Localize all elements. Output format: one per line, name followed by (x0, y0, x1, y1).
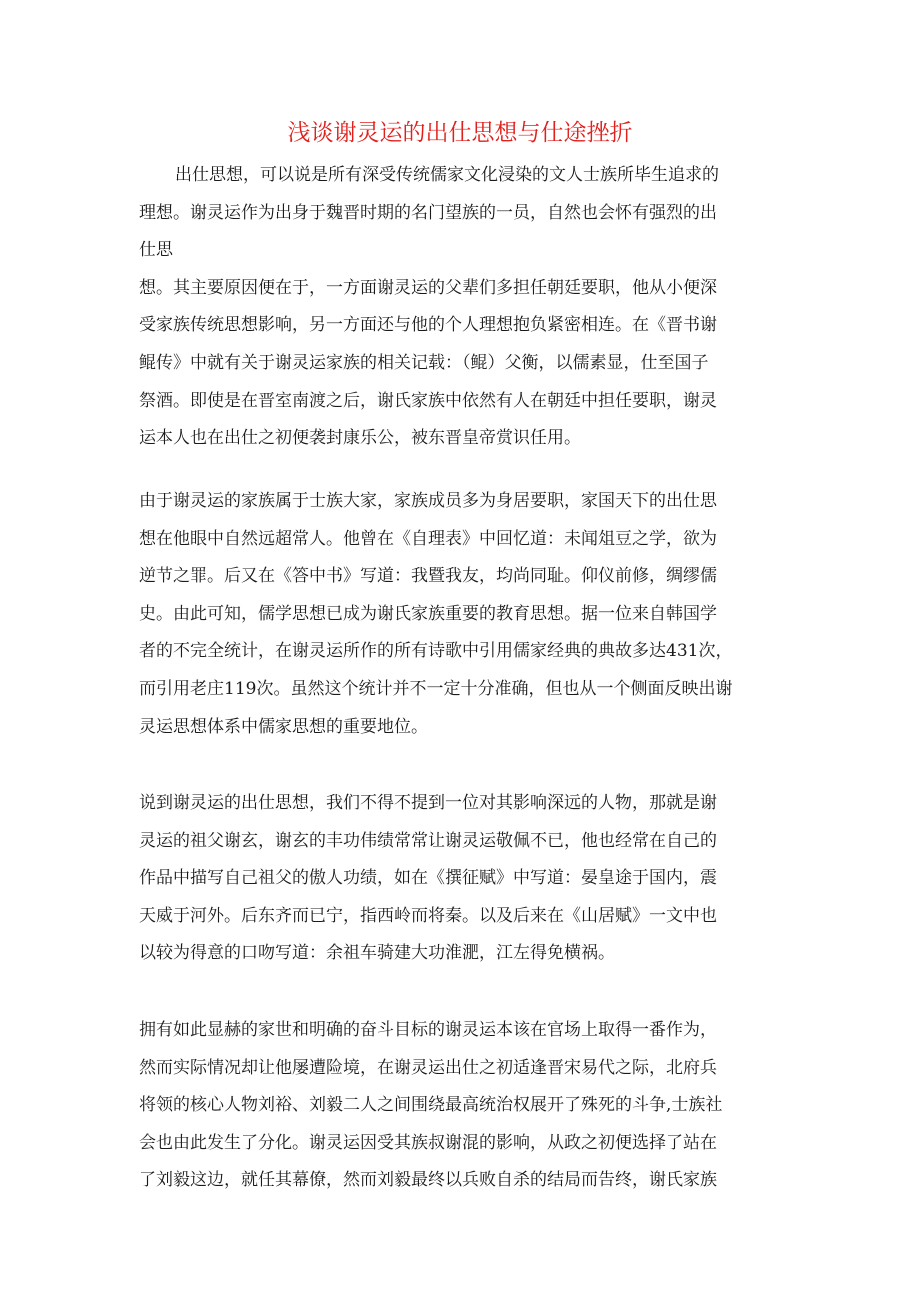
paragraph-1 (139, 157, 784, 458)
paragraph-line: 然而实际情况却让他屡遭险境，在谢灵运出仕之初适逢晋宋易代之际，北府兵 (139, 1057, 717, 1078)
paragraph-line: 出仕思想，可以说是所有深受传统儒家文化浸染的文人士族所毕生追求的 (175, 165, 719, 185)
paragraph-line: 逆节之罪。后又在《答中书》写道：我暨我友，均尚同耻。仰仪前修，绸缪儒 (139, 566, 717, 587)
paragraph-line: 理想。谢灵运作为出身于魏晋时期的名门望族的一员，自然也会怀有强烈的出 (139, 202, 717, 223)
paragraph-4 (139, 1012, 784, 1200)
paragraph-line: 者的不完全统计，在谢灵运所作的所有诗歌中引用儒家经典的典故多达431次， (139, 641, 733, 662)
paragraph-2 (139, 483, 784, 746)
paragraph-line: 由于谢灵运的家族属于士族大家，家族成员多为身居要职，家国天下的出仕思 (139, 491, 717, 511)
paragraph-line: 想在他眼中自然远超常人。他曾在《自理表》中回忆道：未闻俎豆之学，欲为 (139, 528, 717, 549)
paragraph-line: 作品中描写自己祖父的傲人功绩，如在《撰征赋》中写道：晏皇途于国内，震 (139, 868, 717, 889)
paragraph-line: 鲲传》中就有关于谢灵运家族的相关记载：（鲲）父衡，以儒素显，仕至国子 (139, 352, 709, 373)
paragraph-line: 祭酒。即使是在晋室南渡之后，谢氏家族中依然有人在朝廷中担任要职，谢灵 (139, 390, 717, 411)
paragraph-line: 运本人也在出仕之初便袭封康乐公，被东晋皇帝赏识任用。 (139, 428, 581, 449)
paragraph-line: 将领的核心人物刘裕、刘毅二人之间围绕最高统治权展开了殊死的斗争,士族社 (139, 1095, 723, 1116)
paragraph-line: 以较为得意的口吻写道：余祖车骑建大功淮淝，江左得免横祸。 (139, 943, 615, 964)
paragraph-line: 受家族传统思想影响，另一方面还与他的个人理想抱负紧密相连。在《晋书谢 (139, 315, 717, 336)
paragraph-line: 灵运的祖父谢玄，谢玄的丰功伟绩常常让谢灵运敬佩不已，他也经常在自己的 (139, 830, 717, 851)
paragraph-line: 仕思 (139, 240, 173, 261)
paragraph-3 (139, 785, 784, 973)
paragraph-line: 会也由此发生了分化。谢灵运因受其族叔谢混的影响，从政之初便选择了站在 (139, 1132, 717, 1153)
paragraph-line: 想。其主要原因便在于，一方面谢灵运的父辈们多担任朝廷要职，他从小便深 (139, 277, 717, 298)
paragraph-line: 天威于河外。后东齐而已宁，指西岭而将秦。以及后来在《山居赋》一文中也 (139, 905, 717, 926)
paragraph-line: 了刘毅这边，就任其幕僚，然而刘毅最终以兵败自杀的结局而告终，谢氏家族 (139, 1170, 717, 1191)
paragraph-line: 而引用老庄119次。虽然这个统计并不一定十分准确，但也从一个侧面反映出谢 (139, 678, 733, 699)
document-title: 浅谈谢灵运的出仕思想与仕途挫折 (287, 120, 633, 146)
paragraph-line: 灵运思想体系中儒家思想的重要地位。 (139, 716, 428, 737)
paragraph-line: 拥有如此显赫的家世和明确的奋斗目标的谢灵运本该在官场上取得一番作为， (139, 1020, 717, 1040)
paragraph-line: 史。由此可知，儒学思想已成为谢氏家族重要的教育思想。据一位来自韩国学 (139, 603, 717, 624)
paragraph-line: 说到谢灵运的出仕思想，我们不得不提到一位对其影响深远的人物，那就是谢 (139, 793, 717, 813)
